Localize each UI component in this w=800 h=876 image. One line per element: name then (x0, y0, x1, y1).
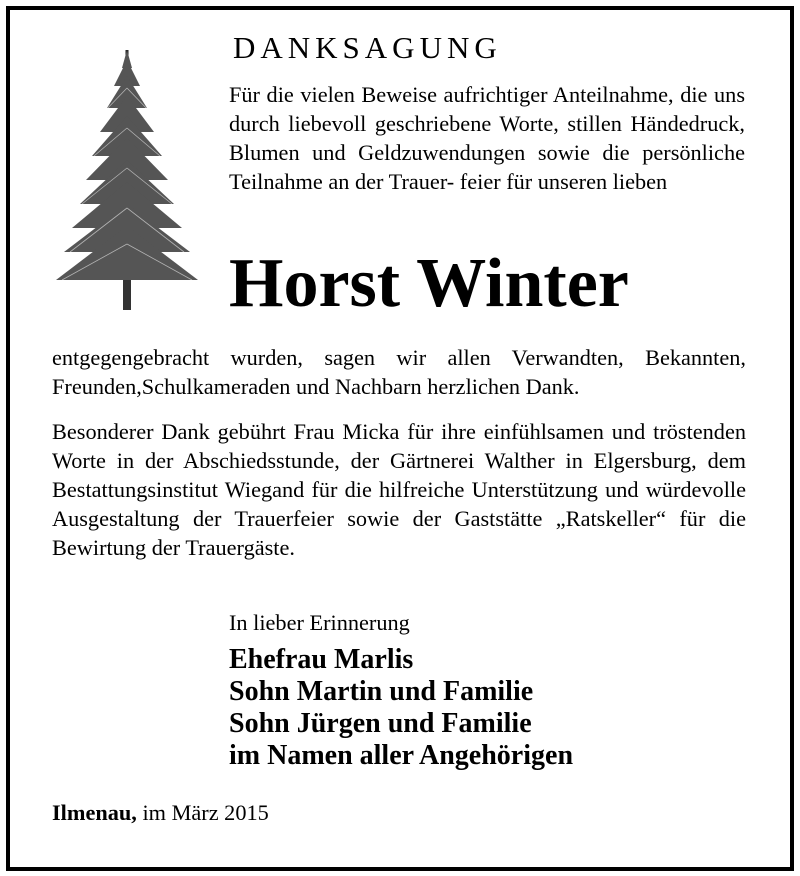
special-thanks-paragraph: Besonderer Dank gebührt Frau Micka für ihre einfühlsamen und tröstenden Worte in der Abschiedsstunde, der Gärtnerei Walther in Elgersburg, dem Bestattungsinstitut Wiegand für die hilfreiche Unterstützung und würdevolle Ausgestaltung der Trauerfeier sowie der Gaststätte „Ratskeller“ für die Bewirtung der Trauergäste. (52, 419, 746, 560)
footer-date: im März 2015 (142, 800, 269, 825)
signers-list (229, 644, 573, 772)
signer: im Namen aller Angehörigen (229, 740, 574, 771)
memory-line: In lieber Erinnerung (229, 610, 410, 635)
footer-line (52, 800, 269, 826)
footer-place: Ilmenau, (52, 800, 137, 825)
signer: Sohn Martin und Familie (229, 676, 534, 707)
signer: Sohn Jürgen und Familie (229, 708, 532, 739)
fir-tree-icon (52, 48, 202, 312)
signer: Ehefrau Marlis (229, 644, 414, 675)
intro-text: Für die vielen Beweise aufrichtiger Anteilnahme, die uns durch liebevoll geschriebene Worte, stillen Händedruck, Blumen und Geldzuwendungen sowie die persönliche Teilnahme an der Trauer- feier für unseren lieben (229, 82, 745, 194)
notice-heading: DANKSAGUNG (233, 30, 502, 65)
thanks-paragraph: entgegengebracht wurden, sagen wir allen Verwandten, Bekannten, Freunden,Schulkameraden und Nachbarn herzlichen Dank. (52, 345, 746, 399)
deceased-name: Horst Winter (229, 245, 629, 322)
